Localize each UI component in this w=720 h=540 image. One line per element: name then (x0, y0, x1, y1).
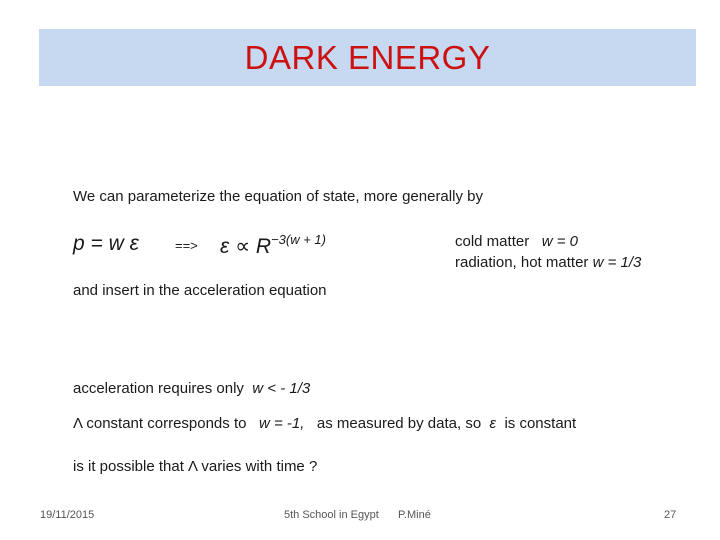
acceleration-condition: w < - 1/3 (252, 380, 311, 397)
lambda-part3: is constant (504, 415, 577, 432)
footer-event: 5th School in Egypt (284, 509, 379, 521)
footer-date: 19/11/2015 (40, 509, 95, 521)
slide-title: DARK ENERGY (244, 39, 491, 76)
lambda-line (73, 415, 576, 432)
question-text: is it possible that Λ varies with time ? (73, 458, 318, 475)
lambda-part2: as measured by data, so (316, 415, 482, 432)
epsilon-symbol: ε (489, 415, 497, 432)
cold-matter-label: cold matter (455, 233, 530, 250)
page-number: 27 (664, 509, 677, 521)
radiation-label: radiation, hot matter (455, 254, 589, 271)
radiation-case (455, 254, 641, 271)
acceleration-line (73, 380, 310, 397)
proportionality-exponent: −3(w + 1) (271, 232, 326, 247)
cold-matter-case (455, 233, 578, 250)
title-bar (39, 29, 696, 86)
equation-of-state: p = w ε (73, 232, 139, 255)
proportionality-equation (220, 232, 326, 259)
lambda-part1: Λ constant corresponds to (73, 415, 247, 432)
radiation-value: w = 1/3 (592, 254, 642, 271)
acceleration-prefix: acceleration requires only (73, 380, 244, 397)
lambda-value: w = -1, (258, 415, 305, 432)
implies-arrow: ==> (175, 238, 198, 253)
intro-text: We can parameterize the equation of state, more generally by (73, 188, 483, 205)
cold-matter-value: w = 0 (541, 233, 578, 250)
proportionality-base: ε ∝ R (220, 235, 272, 258)
footer-author: P.Miné (398, 509, 431, 521)
insert-text: and insert in the acceleration equation (73, 282, 327, 299)
